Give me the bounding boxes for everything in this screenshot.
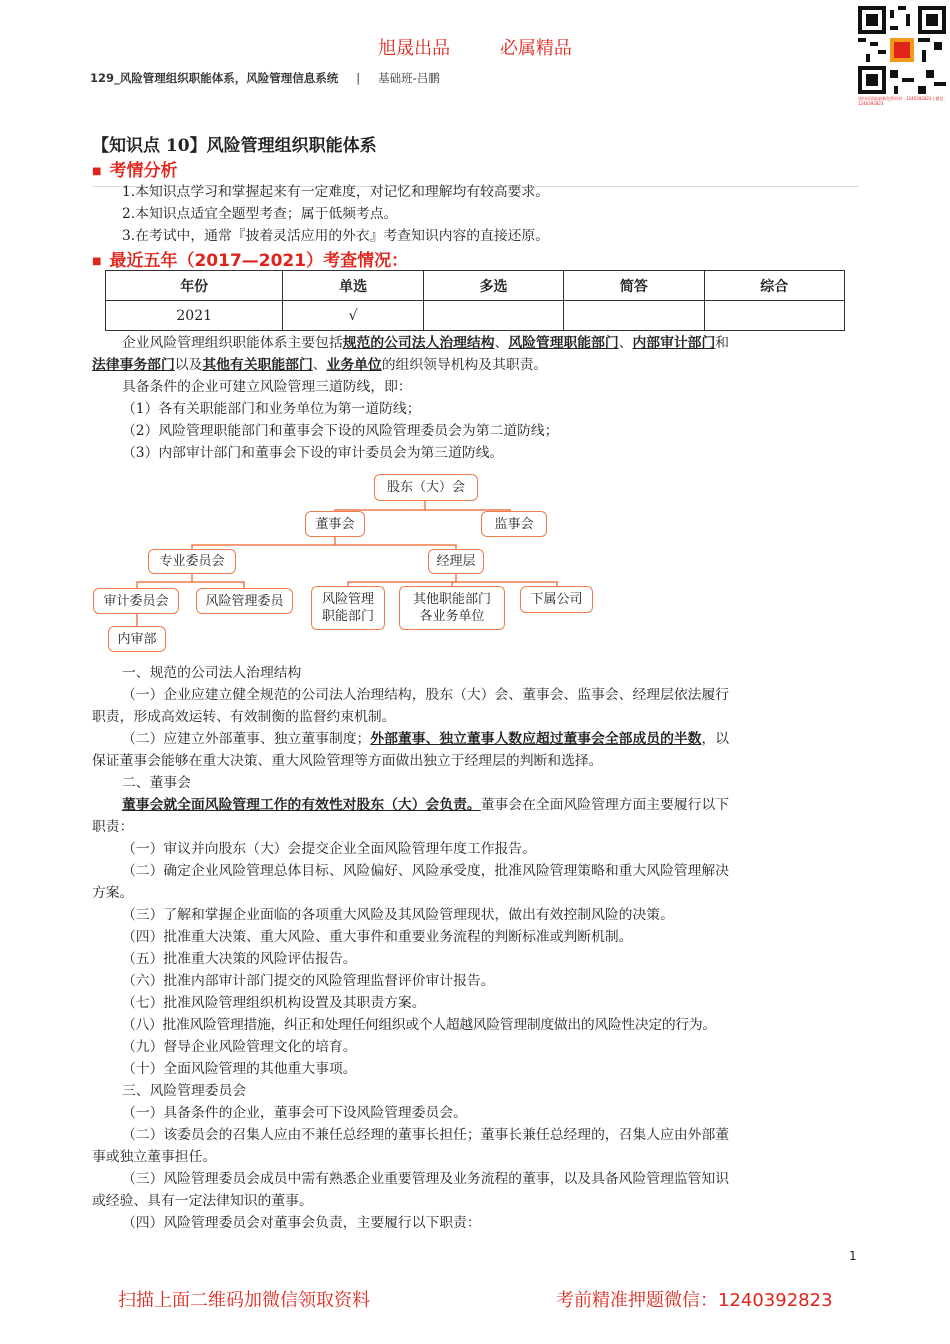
box-line: 职能部门 bbox=[321, 609, 374, 624]
intro-text: 的组织领导机构及其职责。 bbox=[381, 357, 548, 373]
page-number: 1 bbox=[849, 1249, 857, 1263]
key-term: 董事会就全面风险管理工作的有效性对股东（大）会负责。 bbox=[122, 797, 481, 813]
header-separator: | bbox=[356, 71, 361, 85]
footer-right-text: 考前精准押题微信：1240392823 bbox=[556, 1290, 833, 1311]
table-cell: √ bbox=[283, 301, 423, 331]
paragraph-line bbox=[92, 728, 892, 750]
brand-left: 旭晟出品 bbox=[378, 38, 451, 59]
list-item: （五）批准重大决策的风险评估报告。 bbox=[122, 951, 357, 967]
defense-line-item: （2）风险管理职能部门和董事会下设的风险管理委员会为第二道防线； bbox=[122, 423, 559, 439]
key-term: 其他有关职能部门 bbox=[202, 357, 313, 373]
list-item: （三）了解和掌握企业面临的各项重大风险及其风险管理现状，做出有效控制风险的决策。 bbox=[122, 907, 674, 923]
list-item: （六）批准内部审计部门提交的风险管理监督评价审计报告。 bbox=[122, 973, 495, 989]
list-item: （一）具备条件的企业，董事会可下设风险管理委员会。 bbox=[122, 1105, 467, 1121]
defense-line-item: （3）内部审计部门和董事会下设的审计委员会为第三道防线。 bbox=[122, 445, 504, 461]
three-lines-intro: 具备条件的企业可建立风险管理三道防线，即： bbox=[122, 379, 412, 395]
list-item: （十）全面风险管理的其他重大事项。 bbox=[122, 1061, 357, 1077]
section-heading: 一、规范的公司法人治理结构 bbox=[122, 665, 302, 681]
intro-text: 、 bbox=[494, 335, 509, 351]
column-header: 年份 bbox=[106, 271, 283, 301]
committees-box: 专业委员会 bbox=[148, 549, 236, 574]
list-item: （二）该委员会的召集人应由不兼任总经理的董事长担任；董事长兼任总经理的，召集人应由外部董 bbox=[122, 1127, 730, 1143]
key-term: 规范的公司法人治理结构 bbox=[342, 335, 495, 351]
key-term: 法律事务部门 bbox=[92, 357, 175, 373]
board-box: 董事会 bbox=[305, 511, 365, 537]
intro-text: 企业风险管理组织职能体系主要包括 bbox=[122, 335, 343, 351]
lesson-title: 129_风险管理组织职能体系，风险管理信息系统 bbox=[90, 71, 339, 85]
section-heading: 三、风险管理委员会 bbox=[122, 1083, 247, 1099]
analysis-item: 1.本知识点学习和掌握起来有一定难度，对记忆和理解均有较高要求。 bbox=[122, 184, 550, 200]
analysis-item: 2.本知识点适宜全题型考查；属于低频考点。 bbox=[122, 206, 398, 222]
list-item: 方案。 bbox=[92, 885, 134, 901]
list-item: 或经验、具有一定法律知识的董事。 bbox=[92, 1193, 313, 1209]
plain-text: ，以 bbox=[701, 731, 730, 747]
list-item: 事或独立董事担任。 bbox=[92, 1149, 217, 1165]
subsidiaries-box: 下属公司 bbox=[520, 586, 593, 613]
box-line: 各业务单位 bbox=[419, 609, 485, 624]
column-header: 综合 bbox=[704, 271, 844, 301]
brand-right: 必属精品 bbox=[499, 38, 572, 59]
intro-text: 以及 bbox=[174, 357, 203, 373]
shareholders-box: 股东（大）会 bbox=[374, 474, 478, 501]
list-item: （四）批准重大决策、重大风险、重大事件和重要业务流程的判断标准或判断机制。 bbox=[122, 929, 633, 945]
paragraph-line: 职责，形成高效运转、有效制衡的监督约束机制。 bbox=[92, 709, 396, 725]
list-item: （四）风险管理委员会对董事会负责，主要履行以下职责： bbox=[122, 1215, 481, 1231]
key-term: 内部审计部门 bbox=[632, 335, 716, 351]
key-term: 业务单位 bbox=[326, 357, 382, 373]
intro-text: 和 bbox=[715, 335, 730, 351]
management-box: 经理层 bbox=[428, 549, 484, 574]
internal-audit-box: 内审部 bbox=[108, 626, 166, 652]
paragraph-line bbox=[92, 794, 892, 816]
paragraph-line: （一）企业应建立健全规范的公司法人治理结构，股东（大）会、董事会、监事会、经理层依法履行 bbox=[122, 687, 730, 703]
intro-text: 、 bbox=[618, 335, 633, 351]
class-teacher: 基础班-吕鹏 bbox=[378, 71, 440, 85]
exam-analysis-label: 考情分析 bbox=[109, 161, 178, 181]
risk-committee-box: 风险管理委员 bbox=[196, 588, 293, 614]
key-term: 外部董事、独立董事人数应超过董事会全部成员的半数 bbox=[370, 731, 702, 747]
list-item: （一）审议并向股东（大）会提交企业全面风险管理年度工作报告。 bbox=[122, 841, 536, 857]
qr-caption: 请扫码领取最新免费资料：1240392823 | 微信：1240392823 bbox=[858, 96, 948, 106]
intro-text: 、 bbox=[312, 357, 327, 373]
column-header: 简答 bbox=[564, 271, 704, 301]
box-line: 风险管理 bbox=[321, 592, 374, 607]
square-bullet-icon: ■ bbox=[92, 165, 102, 177]
supervisors-box: 监事会 bbox=[481, 511, 547, 537]
plain-text: （二）应建立外部董事、独立董事制度； bbox=[122, 731, 371, 747]
list-item: （三）风险管理委员会成员中需有熟悉企业重要管理及业务流程的董事，以及具备风险管理监管知识 bbox=[122, 1171, 730, 1187]
column-header: 多选 bbox=[423, 271, 563, 301]
analysis-item: 3.在考试中，通常『披着灵活应用的外衣』考查知识内容的直接还原。 bbox=[122, 228, 550, 244]
audit-committee-box: 审计委员会 bbox=[93, 588, 179, 614]
other-departments-box bbox=[399, 586, 505, 630]
list-item: （七）批准风险管理组织机构设置及其职责方案。 bbox=[122, 995, 426, 1011]
list-item: （九）督导企业风险管理文化的培育。 bbox=[122, 1039, 357, 1055]
list-item: （二）确定企业风险管理总体目标、风险偏好、风险承受度，批准风险管理策略和重大风险管理解决 bbox=[122, 863, 730, 879]
recent-years-label: 最近五年（2017—2021）考查情况： bbox=[109, 251, 409, 271]
footer-left-text: 扫描上面二维码加微信领取资料 bbox=[118, 1290, 370, 1311]
knowledge-point-title: 【知识点 10】风险管理组织职能体系 bbox=[92, 136, 377, 156]
defense-line-item: （1）各有关职能部门和业务单位为第一道防线； bbox=[122, 401, 421, 417]
square-bullet-icon: ■ bbox=[92, 255, 102, 267]
paragraph-line: 保证董事会能够在重大决策、重大风险管理等方面做出独立于经理层的判断和选择。 bbox=[92, 753, 603, 769]
box-line: 其他职能部门 bbox=[412, 592, 491, 607]
risk-department-box bbox=[311, 586, 385, 630]
table-cell: 2021 bbox=[106, 301, 283, 331]
column-header: 单选 bbox=[283, 271, 423, 301]
section-heading: 二、董事会 bbox=[122, 775, 191, 791]
paragraph-line: 职责： bbox=[92, 819, 134, 835]
list-item: （八）批准风险管理措施，纠正和处理任何组织或个人超越风险管理制度做出的风险性决定的行为。 bbox=[122, 1017, 716, 1033]
key-term: 风险管理职能部门 bbox=[508, 335, 619, 351]
plain-text: 董事会在全面风险管理方面主要履行以下 bbox=[480, 797, 730, 813]
